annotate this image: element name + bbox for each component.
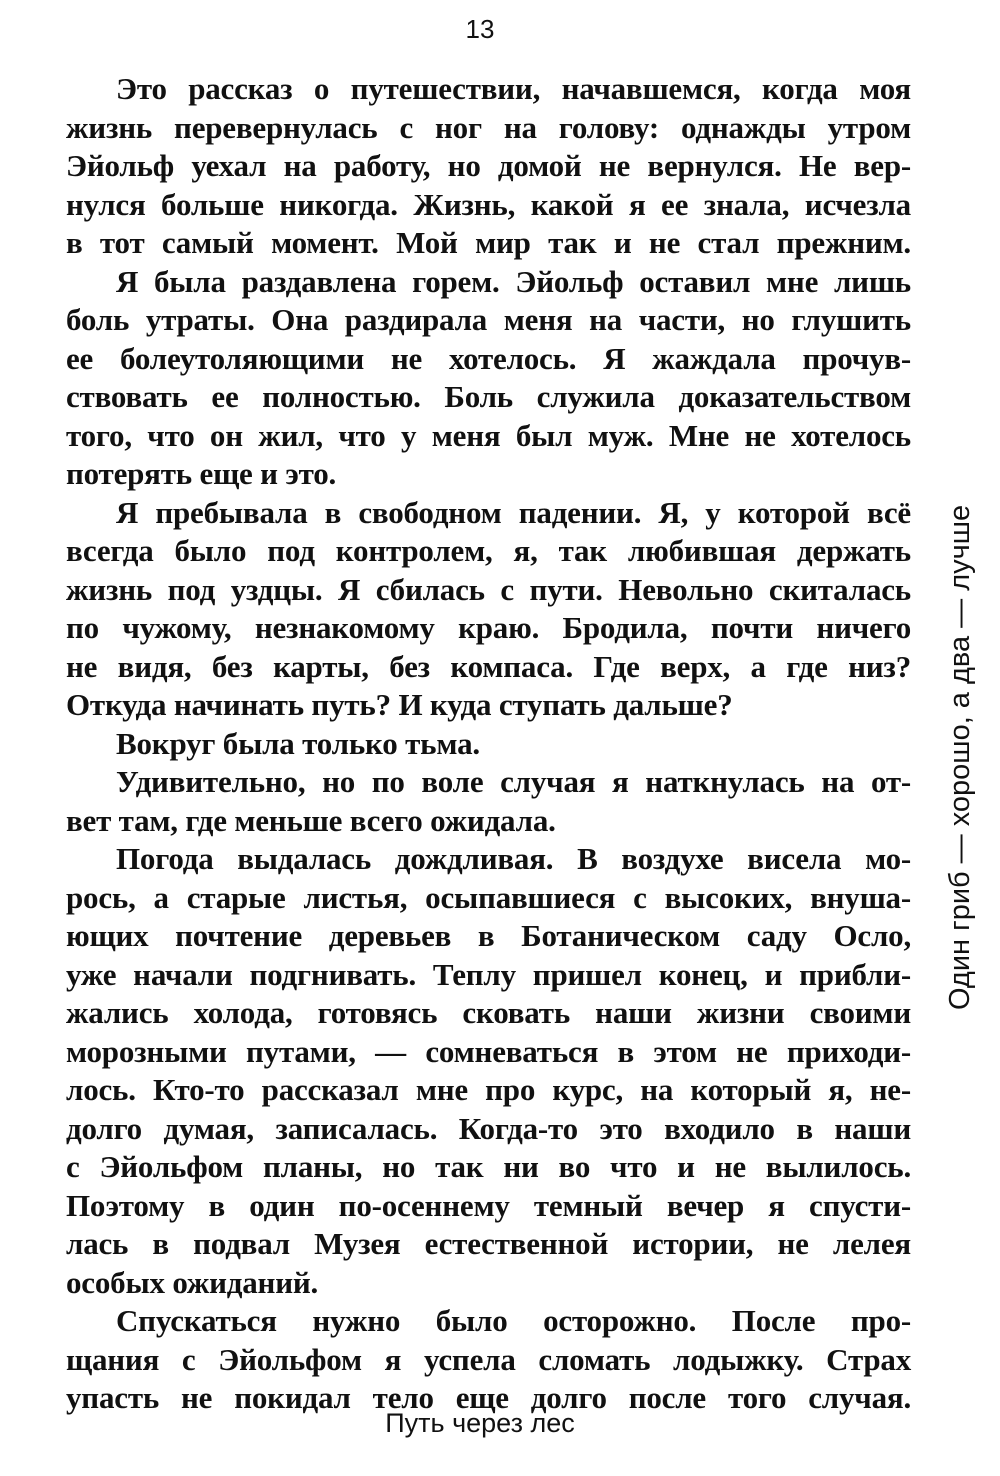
paragraph [66,763,911,840]
paragraph [66,1302,911,1418]
text-line: Удивительно, но по воле случая я наткнулась на от- [116,764,911,799]
text-line: нулся больше никогда. Жизнь, какой я ее знала, исчезла [66,186,911,222]
text-line: ющих почтение деревьев в Ботаническом саду Осло, [66,918,911,953]
text-line: лась в подвал Музея естественной истории, не лелея [66,1226,911,1261]
text-line: морозными путами, — сомневаться в этом не приходи- [66,1033,911,1069]
text-line: ствовать ее полностью. Боль служила доказательством [66,379,911,414]
text-line: Я пребывала в свободном падении. Я, у которой всё [116,494,911,530]
text-line: Погода выдалась дождливая. В воздухе висела мо- [116,841,911,876]
text-line: Откуда начинать путь? И куда ступать дальше? [66,687,733,722]
paragraph [66,840,911,1302]
text-line: лось. Кто-то рассказал мне про курс, на который я, не- [66,1072,911,1107]
text-line: Вокруг была только тьма. [116,725,480,761]
text-line: упасть не покидал тело еще долго после того случая. [66,1380,911,1415]
text-line: жались холода, готовясь сковать наши жизни своими [66,995,911,1030]
text-line: жизнь под уздцы. Я сбилась с пути. Невольно скиталась [66,571,911,607]
text-line: по чужому, незнакомому краю. Бродила, почти ничего [66,610,911,645]
text-line: боль утраты. Она раздирала меня на части, но глушить [66,302,911,337]
text-line: жизнь перевернулась с ног на голову: однажды утром [66,109,911,145]
text-line: щания с Эйольфом я успела сломать лодыжку. Страх [66,1341,911,1377]
text-line: Я была раздавлена горем. Эйольф оставил мне лишь [116,263,911,299]
paragraph [66,494,911,725]
text-line: с Эйольфом планы, но так ни во что и не вылилось. [66,1149,911,1184]
text-line: в тот самый момент. Мой мир так и не стал прежним. [66,225,911,260]
text-line: рось, а старые листья, осыпавшиеся с высоких, внуша- [66,879,911,915]
running-head: Один гриб — хорошо, а два — лучше [944,504,976,1010]
text-line: долго думая, записалась. Когда-то это входило в наши [66,1110,911,1146]
text-line: Это рассказ о путешествии, начавшемся, когда моя [116,71,911,106]
paragraph [66,725,911,764]
text-line: ее болеутоляющими не хотелось. Я жаждала прочув- [66,340,911,376]
text-line: того, что он жил, что у меня был муж. Мне не хотелось [66,417,911,453]
paragraph [66,70,911,263]
paragraph [66,263,911,494]
body-text [66,70,911,1418]
text-line: потерять еще и это. [66,456,337,491]
text-line: уже начали подгнивать. Теплу пришел конец, и прибли- [66,956,911,992]
running-foot: Путь через лес [385,1408,575,1438]
text-line: вет там, где меньше всего ожидала. [66,802,556,838]
text-line: Эйольф уехал на работу, но домой не вернулся. Не вер- [66,148,911,183]
text-line: Поэтому в один по-осеннему темный вечер я спусти- [66,1187,911,1223]
text-line: не видя, без карты, без компаса. Где верх, а где низ? [66,648,911,684]
text-line: всегда было под контролем, я, так любившая держать [66,533,911,568]
text-line: Спускаться нужно было осторожно. После про- [116,1303,911,1338]
text-line: особых ожиданий. [66,1264,319,1300]
page-number: 13 [465,14,495,44]
